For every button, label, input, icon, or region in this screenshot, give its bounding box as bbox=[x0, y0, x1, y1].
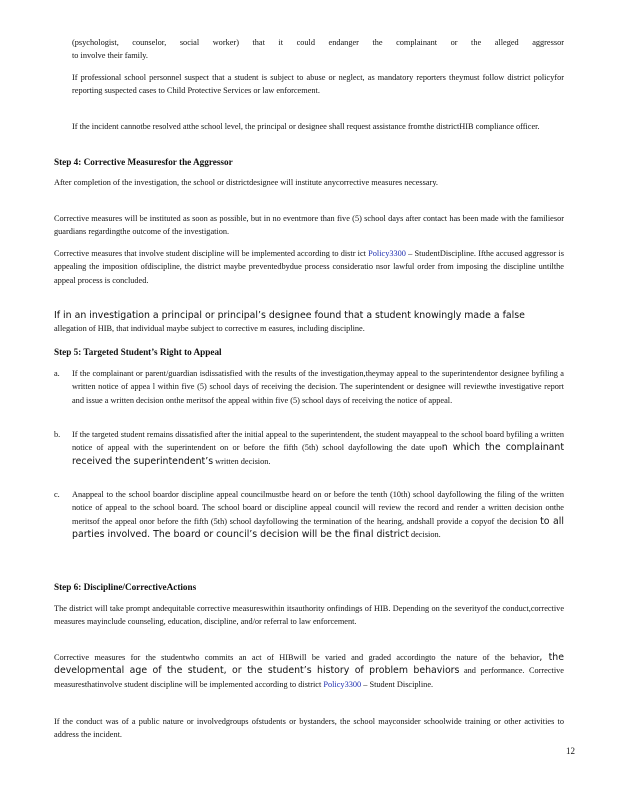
step6-paragraph-3: If the conduct was of a public nature or involvedgroups ofstudents or bystanders, the school mayconsider schoolwide training or other activities to address the incident. bbox=[54, 717, 564, 740]
policy-3300-link[interactable]: Policy3300 bbox=[323, 679, 362, 689]
step4-paragraph-3 bbox=[54, 247, 564, 287]
step4-paragraph-4 bbox=[54, 309, 564, 336]
item-text: written decision. bbox=[215, 456, 271, 466]
paragraph-text: – Student Discipline. bbox=[363, 679, 434, 689]
step6-paragraph-2 bbox=[54, 651, 564, 691]
paragraph-psychologist bbox=[72, 36, 564, 63]
paragraph-line: allegation of HIB, that individual maybe subject to corrective m easures, including discipline. bbox=[54, 324, 365, 334]
step6-paragraph-1: The district will take prompt andequitable corrective measureswithin itsauthority onfindings of HIB. Depending on the severityof the conduct,corrective measures mayinclude counseling, education, discipline, and/or referral to law enforcement. bbox=[54, 604, 564, 627]
list-marker-a: a. bbox=[54, 369, 60, 378]
paragraph-text: Corrective measures that involve student discipline will be implemented according to distr ict bbox=[54, 249, 366, 258]
paragraph-line: (psychologist, counselor, social worker) that it could endanger the complainant or the alleged aggressor bbox=[72, 38, 564, 47]
paragraph-text: Corrective measures for the studentwho commits an act of HIBwill be varied and graded accordingto the nature of the behavior bbox=[54, 653, 540, 662]
item-text: decision. bbox=[410, 530, 441, 540]
step5-item-c bbox=[72, 488, 564, 542]
paragraph-line-large: If in an investigation a principal or principal’s designee found that a student knowingly made a false bbox=[54, 310, 525, 321]
step5-item-b bbox=[72, 428, 564, 468]
paragraph-line: to involve their family. bbox=[72, 51, 148, 61]
list-marker-c: c. bbox=[54, 490, 60, 499]
step6-heading: Step 6: Discipline/CorrectiveActions bbox=[54, 582, 197, 592]
item-text: If the targeted student remains dissatisfied after the initial appeal to the superintendent, the student mayappeal to the school board byfiling a written notice of appeal with the superintendent on or before the fifth (5th) school dayfollowing the date upo bbox=[72, 430, 564, 453]
item-text-large: n which the complainant received the superintendent’s bbox=[72, 442, 564, 467]
step5-item-a: If the complainant or parent/guardian isdissatisfied with the results of the investigation,theymay appeal to the superintendentor designee byfiling a written notice of appea l within five (5) school days of receiving the decision. The superintendent or designee will reviewthe investigative report and issue a written decision onthe meritsof the appeal within five (5) school days of receiving the notice of appeal. bbox=[72, 369, 564, 405]
step5-heading: Step 5: Targeted Student’s Right to Appeal bbox=[54, 347, 222, 357]
paragraph-text: – StudentDiscipline. Ifthe accused aggressor is appealing the imposition ofdiscipline, the district maybe preventedbydue process consideratio nsor lawful order from imposing the discipline untilthe appeal process is concluded. bbox=[54, 249, 564, 285]
paragraph-text-large: , the developmental age of the student, or the student’s history of problem behaviors bbox=[54, 652, 564, 677]
step4-paragraph-2: Corrective measures will be instituted as soon as possible, but in no eventmore than five (5) school days after contact has been made with the familiesor guardians regardingthe outcome of the investigation. bbox=[54, 214, 564, 237]
paragraph-text: and performance. Corrective measuresthatinvolve student discipline will be implemented according to district bbox=[54, 666, 564, 689]
paragraph-compliance-officer: If the incident cannotbe resolved atthe school level, the principal or designee shall request assistance fromthe districtHIB compliance officer. bbox=[72, 122, 540, 131]
list-marker-b: b. bbox=[54, 430, 61, 439]
step4-heading: Step 4: Corrective Measuresfor the Aggressor bbox=[54, 157, 233, 167]
policy-3300-link[interactable]: Policy3300 bbox=[368, 249, 406, 258]
item-text-large: to all parties involved. The board or council’s decision will be the final district bbox=[72, 515, 564, 541]
page-number: 12 bbox=[566, 746, 575, 756]
item-text: Anappeal to the school boardor discipline appeal councilmustbe heard on or before the tenth (10th) school dayfollowing the filing of the written notice of appeal to the school board. The school board or discipline appeal council will review the record and render a written decision onthe meritsof the appeal onor before the fifth (5th) school dayfollowing the termination of the hearing, andshall provide a copyof the decision bbox=[72, 490, 564, 526]
paragraph-mandatory-reporters: If professional school personnel suspect that a student is subject to abuse or neglect, as mandatory reporters theymust follow district policyfor reporting suspected cases to Child Protective Services or law enforcement. bbox=[72, 73, 564, 96]
step4-paragraph-1: After completion of the investigation, the school or districtdesignee will institute anycorrective measures necessary. bbox=[54, 178, 438, 187]
